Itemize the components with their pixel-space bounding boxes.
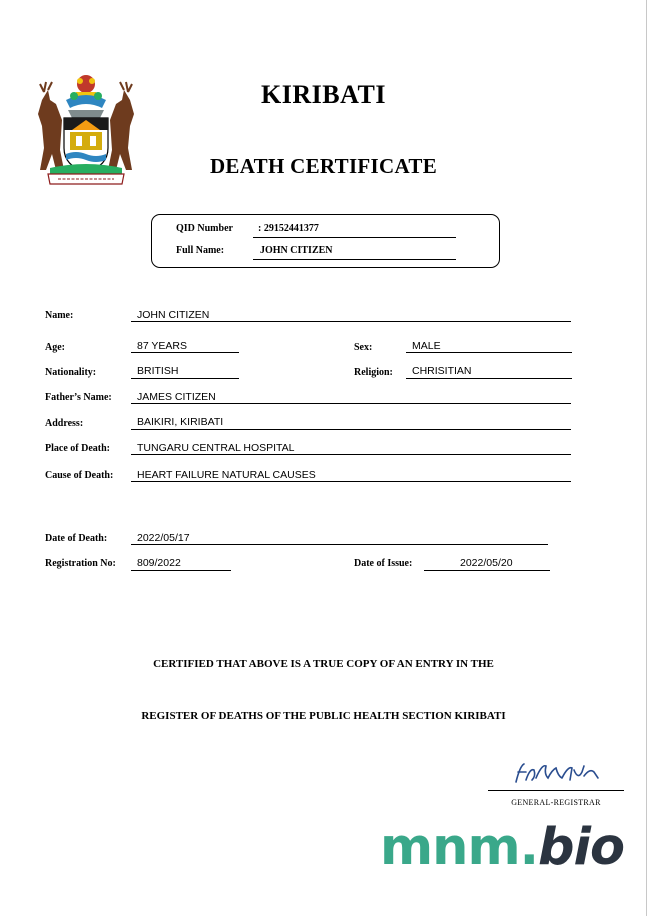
registration-value: 809/2022	[137, 557, 181, 569]
fullname-value: JOHN CITIZEN	[260, 245, 333, 256]
certification-line-2: REGISTER OF DEATHS OF THE PUBLIC HEALTH SECTION KIRIBATI	[141, 710, 506, 722]
father-underline	[131, 403, 571, 404]
qid-value: : 29152441377	[258, 223, 319, 234]
age-label: Age:	[45, 342, 65, 353]
father-label: Father’s Name:	[45, 392, 112, 403]
watermark-part1: mnm.	[380, 818, 538, 877]
issue-value: 2022/05/20	[460, 557, 513, 569]
name-value: JOHN CITIZEN	[137, 309, 210, 321]
religion-label: Religion:	[354, 367, 393, 378]
sex-value: MALE	[412, 340, 441, 352]
cause-label: Cause of Death:	[45, 470, 114, 481]
certification-line-1: CERTIFIED THAT ABOVE IS A TRUE COPY OF AN ENTRY IN THE	[153, 658, 494, 670]
issue-label: Date of Issue:	[354, 558, 413, 569]
nationality-label: Nationality:	[45, 367, 97, 378]
issue-underline	[424, 570, 550, 571]
age-value: 87 YEARS	[137, 340, 188, 352]
watermark-part2: bio	[537, 818, 624, 877]
registrar-title: GENERAL-REGISTRAR	[511, 798, 601, 807]
age-underline	[131, 352, 239, 353]
place-underline	[131, 454, 571, 455]
registration-label: Registration No:	[45, 558, 116, 569]
place-label: Place of Death:	[45, 443, 110, 454]
date-death-value: 2022/05/17	[137, 532, 190, 544]
address-label: Address:	[45, 418, 84, 429]
fullname-underline	[253, 259, 456, 260]
qid-label: QID Number	[176, 223, 233, 234]
signature-line	[488, 790, 624, 791]
religion-underline	[406, 378, 572, 379]
father-value: JAMES CITIZEN	[137, 391, 216, 403]
address-value: BAIKIRI, KIRIBATI	[137, 416, 224, 428]
name-underline	[131, 321, 571, 322]
address-underline	[131, 429, 571, 430]
qid-underline	[253, 237, 456, 238]
cause-underline	[131, 481, 571, 482]
signature-icon	[512, 760, 602, 786]
watermark	[380, 818, 624, 877]
fullname-label: Full Name:	[176, 245, 225, 256]
nationality-value: BRITISH	[137, 365, 179, 377]
registration-underline	[131, 570, 231, 571]
date-death-underline	[131, 544, 548, 545]
document-title: DEATH CERTIFICATE	[209, 154, 438, 178]
sex-label: Sex:	[354, 342, 373, 353]
religion-value: CHRISITIAN	[412, 365, 472, 377]
place-value: TUNGARU CENTRAL HOSPITAL	[137, 442, 295, 454]
country-heading: KIRIBATI	[261, 80, 386, 109]
cause-value: HEART FAILURE NATURAL CAUSES	[137, 469, 316, 481]
date-death-label: Date of Death:	[45, 533, 108, 544]
name-label: Name:	[45, 310, 74, 321]
nationality-underline	[131, 378, 239, 379]
sex-underline	[406, 352, 572, 353]
